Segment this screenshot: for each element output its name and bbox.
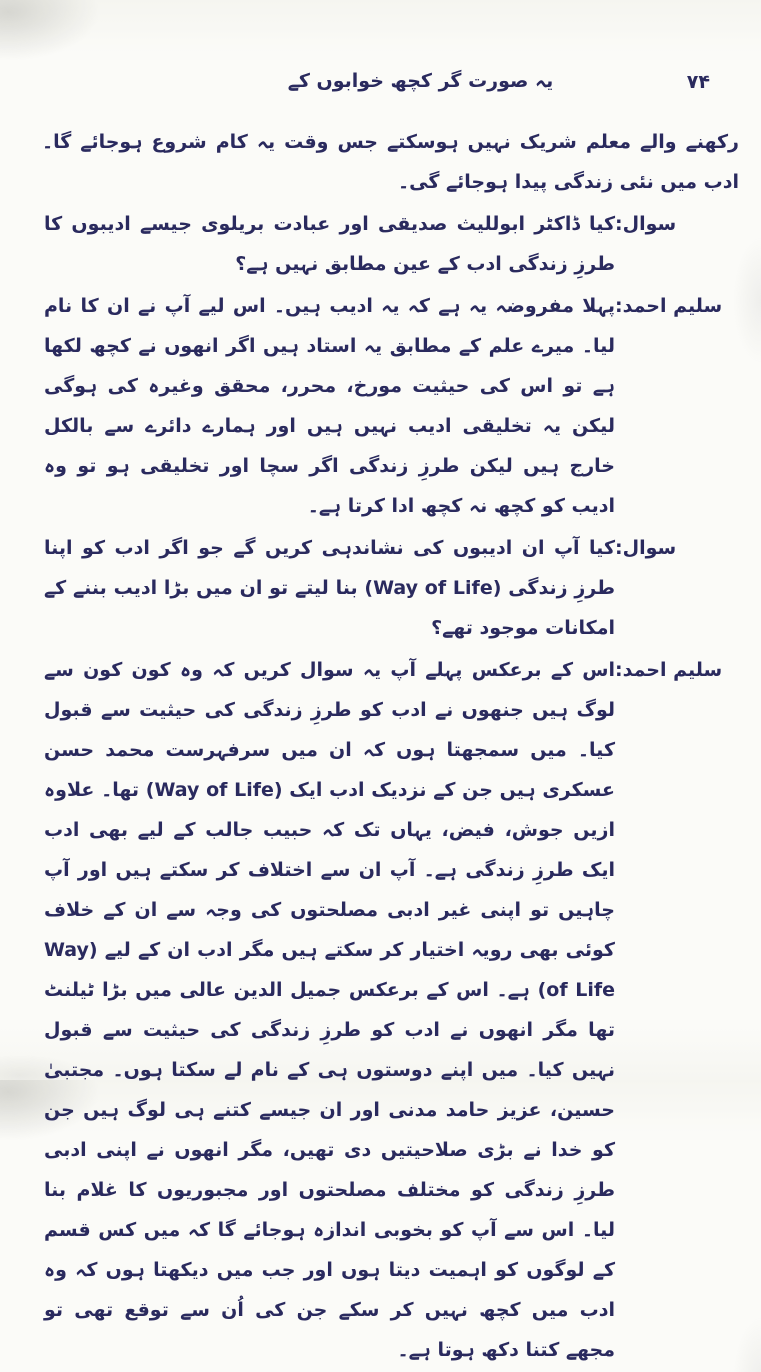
speech-text: کیا آپ ان ادیبوں کی نشاندہی کریں گے جو اگر ادب کو اپنا طرزِ زندگی (Way of Life) بنا لیتے تو ان میں بڑا ادیب بننے کے امکانات موجود تھے؟ (44, 537, 615, 639)
speech-text: کیا ڈاکٹر ابوللیث صدیقی اور عبادت بریلوی جیسے ادیبوں کا طرزِ زندگی ادب کے عین مطابق نہیں ہے؟ (44, 213, 615, 275)
page-number: ۷۴ (686, 71, 710, 93)
dialogue-row (42, 528, 753, 648)
speech-text: اس کے برعکس پہلے آپ یہ سوال کریں کہ وہ کون کون سے لوگ ہیں جنھوں نے ادب کو طرزِ زندگی کی حیثیت سے قبول کیا۔ میں سمجھتا ہوں کہ ان میں سرفہرست محمد حسن عسکری ہیں جن کے نزدیک ادب ایک (Way of Life) تھا۔ علاوہ ازیں جوش، فیض، یہاں تک کہ حبیب جالب کے لیے بھی ادب ایک طرزِ زندگی ہے۔ آپ ان سے اختلاف کر سکتے ہیں اور آپ چاہیں تو اپنی غیر ادبی مصلحتوں کی وجہ سے ان کے خلاف کوئی بھی رویہ اختیار کر سکتے ہیں مگر ادب ان کے لیے (Way of Life) ہے۔ اس کے برعکس جمیل الدین عالی میں بڑا ٹیلنٹ تھا مگر انھوں نے ادب کو طرزِ زندگی کی حیثیت سے قبول نہیں کیا۔ میں اپنے دوستوں ہی کے نام لے سکتا ہوں۔ مجتبیٰ حسین، عزیز حامد مدنی اور ان جیسے کتنے ہی لوگ ہیں جن کو خدا نے بڑی صلاحیتیں دی تھیں، مگر انھوں نے اپنی ادبی طرزِ زندگی کو مختلف مصلحتوں اور مجبوریوں کا غلام بنا لیا۔ اس سے آپ کو بخوبی اندازہ ہوجائے گا کہ میں کس قسم کے لوگوں کو اہمیت دیتا ہوں اور جب میں دیکھتا ہوں کہ وہ ادب میں کچھ نہیں کر سکے جن کی اُن سے توقع تھی تو مجھے کتنا دکھ ہوتا ہے۔ (44, 659, 615, 1361)
dialogue-row (42, 204, 753, 284)
page-body (42, 122, 753, 1372)
speaker-label: سوال: (615, 537, 677, 559)
dialogue-row (42, 650, 753, 1370)
speaker-label: سوال: (615, 213, 677, 235)
dialogue-row (42, 286, 753, 526)
page-header (0, 70, 761, 106)
speaker-label: سلیم احمد: (615, 659, 723, 681)
book-title-running-head: یہ صورت گر کچھ خوابوں کے (287, 70, 554, 92)
speech-text: پہلا مفروضہ یہ ہے کہ یہ ادیب ہیں۔ اس لیے آپ نے ان کا نام لیا۔ میرے علم کے مطابق یہ استاد ہیں اگر انھوں نے کچھ لکھا ہے تو اس کی حیثیت مورخ، محرر، محقق وغیرہ کی ہوگی لیکن یہ تخلیقی ادیب نہیں ہیں اور ہمارے دائرے سے بالکل خارج ہیں لیکن طرزِ زندگی اگر سچا اور تخلیقی ہو تو وہ ادیب کو کچھ نہ کچھ ادا کرتا ہے۔ (44, 295, 615, 517)
speaker-label: سلیم احمد: (615, 295, 723, 317)
continuation-paragraph: رکھنے والے معلم شریک نہیں ہوسکتے جس وقت یہ کام شروع ہوجائے گا۔ ادب میں نئی زندگی پیدا ہوجائے گی۔ (42, 131, 739, 193)
dialogue-list (42, 204, 753, 1370)
